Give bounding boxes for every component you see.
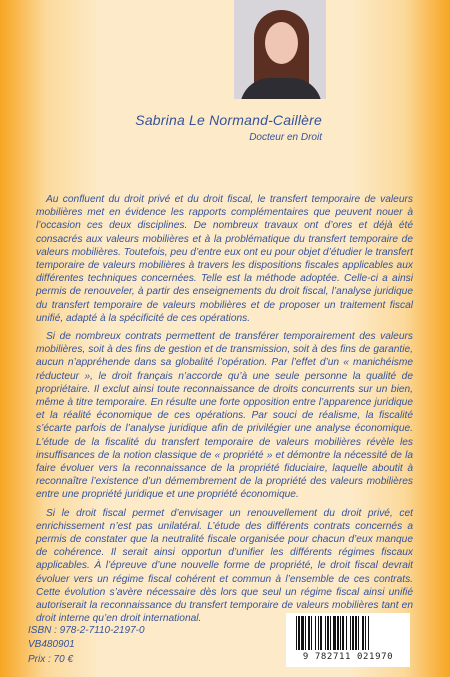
barcode-bar: [355, 616, 357, 650]
barcode-bar: [342, 616, 344, 650]
author-title: Docteur en Droit: [249, 132, 322, 143]
barcode-bar: [305, 616, 306, 650]
author-photo: [234, 0, 326, 99]
barcode-bar: [327, 616, 329, 650]
barcode-bar: [358, 616, 359, 650]
barcode-bar: [296, 616, 297, 650]
barcode-bar: [337, 616, 339, 650]
barcode-bar: [365, 616, 366, 650]
barcode-bar: [352, 616, 354, 650]
barcode-bar: [318, 616, 319, 650]
barcode-bar: [333, 616, 336, 650]
barcode-bar: [325, 616, 326, 650]
barcode-bar: [340, 616, 341, 650]
barcode-bar: [308, 616, 310, 650]
barcode-bar: [330, 616, 331, 650]
barcode-bars: [294, 616, 402, 652]
author-name: Sabrina Le Normand-Caillère: [135, 112, 322, 128]
barcode: [286, 613, 410, 667]
barcode-bar: [362, 616, 364, 650]
blurb-text: [36, 193, 413, 631]
barcode-bar: [346, 616, 347, 650]
barcode-bar: [315, 616, 316, 650]
photo-shoulders: [240, 78, 322, 99]
barcode-bar: [311, 616, 312, 650]
barcode-bar: [301, 616, 304, 650]
blurb-paragraph-3: Si le droit fiscal permet d’envisager un renouvellement du droit privé, cet enrichissement n’est pas unilatéral. L’étude des différents contrats concernés a permis de constater que la neutralité fiscale organisée pour chacun d’eux manque de cohérence. Il serait ainsi opportun d’unifier les différents régimes fiscaux applicables. À l’épreuve d’une nouvelle forme de propriété, le droit fiscal devrait évoluer vers un régime fiscal cohérent et commun à l’ensemble de ces contrats. Cette évolution s’avère nécessaire dès lors que seul un régime fiscal ainsi unifié autoriserait la reconnaissance du transfert temporaire de valeurs mobilières tant en droit interne qu’en droit international.: [36, 507, 413, 625]
blurb-paragraph-1: Au confluent du droit privé et du droit fiscal, le transfert temporaire de valeurs mobilières met en évidence les rapports complémentaires que peuvent nouer à l’occasion ces deux disciplines. De nombreux travaux ont d’ores et déjà été consacrés aux valeurs mobilières et à la problématique du transfert temporaire de valeurs mobilières. Toutefois, peu d’entre eux ont eu pour objet d’étudier le transfert temporaire de valeurs mobilières à travers les dispositions fiscales applicables aux différentes techniques concernées. Telle est la méthode adoptée. Celle-ci a ainsi permis de renouveler, à partir des enseignements du droit fiscal, l’analyse juridique du transfert temporaire de valeurs mobilières et de proposer un traitement fiscal unifié, adapté à la spécificité de ces opérations.: [36, 194, 413, 324]
photo-face: [265, 22, 298, 64]
barcode-bar: [350, 616, 351, 650]
barcode-number: 9 782711 021970: [302, 652, 394, 662]
reference-code: VB480901: [28, 639, 75, 650]
barcode-bar: [320, 616, 322, 650]
price-label: Prix : 70 €: [28, 654, 74, 665]
barcode-bar: [368, 616, 369, 650]
blurb-paragraph-2: Si de nombreux contrats permettent de transférer temporairement des valeurs mobilières, soit à des fins de gestion et de transmission, soit à des fins de garantie, aucun n’appréhende dans sa globalité l’opération. Par l’effet d’un « manichéisme réducteur », le droit français n’accorde qu’à une seule personne la qualité de propriétaire. Il exclut ainsi toute reconnaissance de droits concurrents sur un bien, même à titre temporaire. En résulte une forte opposition entre l’apparence juridique et la réalité économique de ces opérations. Par souci de réalisme, la fiscalité s’écarte parfois de l’analyse juridique afin de privilégier une analyse économique. L’étude de la fiscalité du transfert temporaire de valeurs mobilières révèle les insuffisances de la notion classique de « propriété » et démontre la nécessité de la faire évoluer vers la reconnaissance de la propriété fiduciaire, laquelle aboutit à reconnaître l’existence d’un démembrement de la propriété des valeurs mobilières entre une propriété juridique et une propriété économique.: [36, 331, 413, 501]
isbn-label: ISBN : 978-2-7110-2197-0: [28, 625, 145, 636]
barcode-bar: [298, 616, 300, 650]
